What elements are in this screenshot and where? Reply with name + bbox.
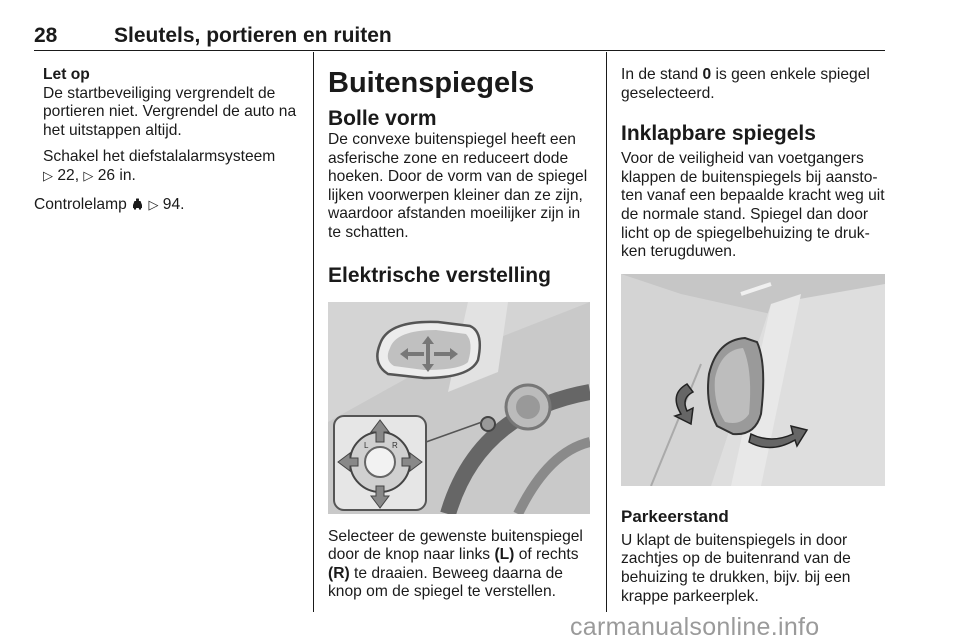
stand-paragraph (621, 66, 887, 103)
stand-zero: 0 (702, 66, 712, 83)
lamp-ref[interactable]: 94. (162, 195, 185, 213)
column-2 (328, 66, 596, 602)
knob-label-left: L (364, 440, 369, 450)
note-text: De startbeveiliging vergrendelt de portieren niet. Vergrendel de auto na het uitstappen altijd. (43, 84, 297, 139)
select-text-a: Selecteer de gewenste buitenspiegel door de knop naar links (328, 527, 583, 564)
note-box (34, 66, 302, 186)
convex-text: De convexe buitenspiegel heeft een asferische zone en reduceert dode hoeken. Door de vorm van de spiegel lijken voorwerpen kleiner dan ze zijn, waardoor afstanden moeilijker zijn in te schatten. (328, 131, 588, 241)
ref-arrow-icon: ▷ (83, 167, 94, 183)
subsection-folding: Inklapbare spiegels (621, 122, 816, 146)
subsection-parking: Parkeerstand (621, 506, 729, 526)
alarm-paragraph (43, 148, 302, 185)
park-text: U klapt de buitenspiegels in door zachtjes op de buitenrand van de behuizing te drukken, bijv. bij een krappe parkeerplek. (621, 531, 851, 605)
fold-text: Voor de veiligheid van voetgangers klappen de buitenspiegels bij aanstoten vanaf een bepaalde kracht weg uit de normale stand. Spiegel dan door licht op de spiegelbehuizing te drukken terugduwen. (621, 150, 885, 261)
watermark: carmanualsonline.info (570, 613, 820, 641)
page-number: 28 (34, 24, 58, 47)
knob-label-right: R (392, 440, 398, 450)
ref-arrow-icon: ▷ (43, 167, 53, 183)
stand-text-b: is geen enkele spiegel geselecteerd. (621, 66, 870, 102)
column-1 (34, 66, 302, 214)
select-text-b: of rechts (514, 546, 579, 564)
select-right-label: (R) (328, 564, 350, 582)
section-title: Buitenspiegels (328, 67, 535, 99)
subsection-convex: Bolle vorm (328, 107, 437, 130)
page-header (34, 12, 885, 51)
column-3 (621, 66, 887, 606)
note-title: Let op (43, 66, 90, 83)
alarm-ref-1[interactable]: 22, (57, 166, 80, 184)
chapter-title: Sleutels, portieren en ruiten (114, 24, 392, 47)
column-divider-2 (606, 52, 607, 612)
select-left-label: (L) (494, 546, 515, 564)
column-divider-1 (313, 52, 314, 612)
select-paragraph (328, 528, 596, 602)
lamp-text: Controlelamp (34, 195, 127, 213)
subsection-electric: Elektrische verstelling (328, 263, 551, 287)
alarm-ref-2[interactable]: 26 in. (97, 166, 136, 184)
select-text-c: te draaien. Beweeg daarna de knop om de spiegel te verstellen. (328, 564, 563, 601)
alarm-text: Schakel het diefstalalarmsysteem (43, 148, 276, 166)
ref-arrow-icon: ▷ (148, 196, 159, 212)
lamp-paragraph (34, 196, 302, 215)
car-alarm-lamp-icon (131, 198, 144, 210)
folding-mirror-illustration (621, 274, 885, 486)
mirror-adjust-illustration (328, 302, 590, 514)
stand-text-a: In de stand (621, 66, 703, 83)
